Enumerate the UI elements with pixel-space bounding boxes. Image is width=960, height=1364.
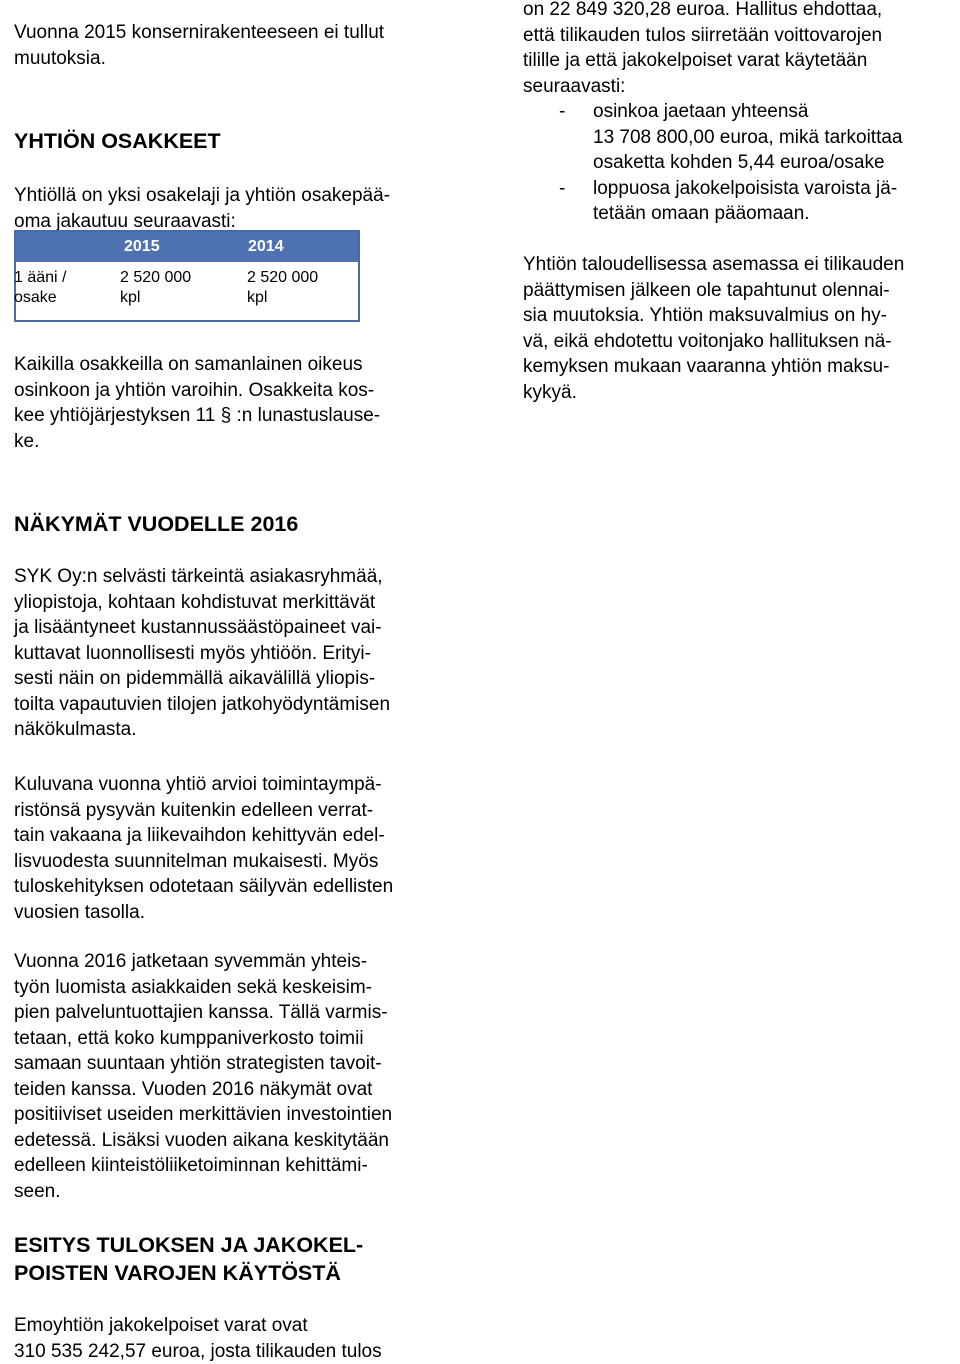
post-period-line: sia muutoksia. Yhtiön maksuvalmius on hy- — [523, 305, 887, 326]
proposal-line: 310 535 242,57 euroa, josta tilikauden tulos — [14, 1340, 382, 1362]
outlook-line: teiden kanssa. Vuoden 2016 näkymät ovat — [14, 1078, 373, 1100]
outlook-line: Kuluvana vuonna yhtiö arvioi toimintaympä- — [14, 774, 382, 795]
value-line: kpl — [247, 289, 268, 306]
intro-paragraph — [14, 20, 384, 71]
outlook-line: Vuonna 2016 jatketaan syvemmän yhteis- — [14, 951, 368, 972]
proposal-line: Emoyhtiön jakokelpoiset varat ovat — [14, 1315, 308, 1336]
rights-paragraph — [14, 352, 380, 454]
outlook-heading: NÄKYMÄT VUODELLE 2016 — [14, 512, 299, 536]
list-item-line: osinkoa jaetaan yhteensä — [593, 101, 809, 122]
distribution-list — [523, 99, 960, 227]
rights-line: kee yhtiöjärjestyksen 11 § :n lunastuslause- — [14, 405, 381, 426]
outlook-line: työn luomista asiakkaiden sekä keskeisim- — [14, 976, 372, 998]
dash-bullet-icon: - — [559, 177, 566, 199]
proposal-line: että tilikauden tulos siirretään voittovarojen — [523, 24, 883, 46]
share-table-header — [16, 232, 358, 262]
outlook-paragraph-2 — [14, 772, 393, 925]
list-item-line: 13 708 800,00 euroa, mikä tarkoittaa — [593, 126, 903, 148]
value-2015 — [120, 268, 191, 308]
dash-bullet-icon: - — [559, 101, 566, 122]
post-period-line: päättymisen jälkeen ole tapahtunut olennai- — [523, 279, 890, 301]
list-item-line: loppuosa jakokelpoisista varoista jä- — [593, 177, 898, 199]
outlook-line: ristönsä pysyvän kuitenkin edelleen verrat- — [14, 799, 374, 821]
value-line: 2 520 000 — [247, 269, 319, 286]
outlook-line: näkökulmasta. — [14, 719, 137, 740]
rights-line: Kaikilla osakkeilla on samanlainen oikeus — [14, 354, 363, 375]
post-period-paragraph — [523, 252, 904, 405]
outlook-line: yliopistoja, kohtaan kohdistuvat merkittävät — [14, 591, 376, 613]
outlook-line: positiiviset useiden merkittävien investointien — [14, 1104, 393, 1125]
outlook-paragraph-3 — [14, 949, 392, 1204]
outlook-line: SYK Oy:n selvästi tärkeintä asiakasryhmää, — [14, 566, 383, 587]
list-item-line: osaketta kohden 5,44 euroa/osake — [593, 152, 885, 173]
proposal-heading-line: ESITYS TULOKSEN JA JAKOKEL- — [14, 1233, 364, 1257]
shareholders-paragraph — [14, 183, 390, 234]
outlook-line: lisvuodesta suunnitelman mukaisesti. Myös — [14, 850, 379, 872]
proposal-line: on 22 849 320,28 euroa. Hallitus ehdottaa, — [523, 0, 883, 20]
outlook-line: seen. — [14, 1180, 61, 1202]
outlook-line: toilta vapautuvien tilojen jatkohyödyntämisen — [14, 693, 391, 715]
proposal-line: seuraavasti: — [523, 75, 626, 97]
value-line: 2 520 000 — [120, 269, 192, 286]
outlook-line: pien palveluntuottajien kanssa. Tällä varmis- — [14, 1002, 388, 1023]
outlook-line: tain vakaana ja liikevaihdon kehittyvän edel- — [14, 825, 385, 846]
outlook-line: samaan suuntaan yhtiön strategisten tavoit- — [14, 1053, 382, 1074]
header-2014: 2014 — [248, 238, 284, 255]
post-period-line: vä, eikä ehdotettu voitonjako hallituksen nä- — [523, 330, 892, 352]
share-table — [14, 230, 360, 322]
proposal-line: tilille ja että jakokelpoiset varat käytetään — [523, 50, 868, 71]
outlook-line: edetessä. Lisäksi vuoden aikana keskitytään — [14, 1129, 389, 1151]
outlook-line: vuosien tasolla. — [14, 901, 145, 923]
outlook-paragraph-1 — [14, 564, 390, 743]
shareholders-heading: YHTIÖN OSAKKEET — [14, 129, 221, 153]
row-label-line: 1 ääni / — [14, 269, 67, 286]
value-2014 — [247, 268, 318, 308]
outlook-line: sesti näin on pidemmällä aikavälillä yliopis- — [14, 668, 376, 689]
value-line: kpl — [120, 289, 141, 306]
row-label — [14, 268, 66, 308]
proposal-heading — [14, 1231, 363, 1287]
proposal-continued — [523, 0, 882, 99]
outlook-line: tuloskehityksen odotetaan säilyvän edellisten — [14, 876, 394, 897]
proposal-heading-line: POISTEN VAROJEN KÄYTÖSTÄ — [14, 1261, 341, 1285]
outlook-line: edelleen kiinteistöliiketoiminnan kehittämi- — [14, 1155, 368, 1176]
post-period-line: Yhtiön taloudellisessa asemassa ei tilikauden — [523, 254, 905, 275]
outlook-line: tetaan, että koko kumppaniverkosto toimii — [14, 1027, 364, 1049]
list-item — [523, 176, 960, 227]
list-item — [523, 99, 960, 176]
post-period-line: kykyä. — [523, 381, 577, 403]
intro-line: muutoksia. — [14, 47, 106, 69]
outlook-line: ja lisääntyneet kustannussäästöpaineet vai- — [14, 617, 382, 638]
outlook-line: kuttavat luonnollisesti myös yhtiöön. Erityi- — [14, 642, 371, 664]
row-label-line: osake — [14, 289, 57, 306]
header-2015: 2015 — [124, 238, 160, 255]
post-period-line: kemyksen mukaan vaaranna yhtiön maksu- — [523, 356, 890, 377]
shareholders-line: Yhtiöllä on yksi osakelaji ja yhtiön osakepää- — [14, 185, 390, 206]
rights-line: ke. — [14, 430, 40, 452]
shareholders-line: oma jakautuu seuraavasti: — [14, 210, 236, 232]
intro-line: Vuonna 2015 konsernirakenteeseen ei tullut — [14, 22, 385, 43]
rights-line: osinkoon ja yhtiön varoihin. Osakkeita kos- — [14, 379, 375, 401]
list-item-line: tetään omaan pääomaan. — [593, 203, 810, 224]
proposal-paragraph — [14, 1313, 382, 1364]
